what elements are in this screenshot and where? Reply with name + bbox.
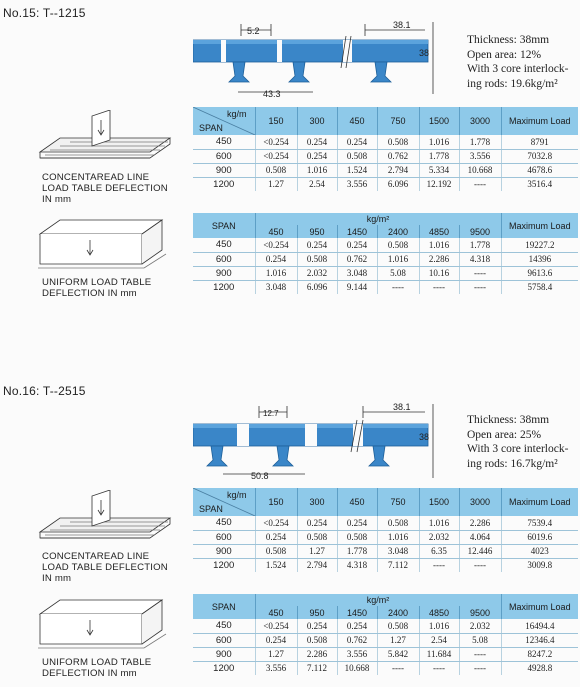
deflection-cell: 3.556	[337, 177, 377, 191]
span-cell: 600	[193, 149, 255, 163]
max-load-header: Maximum Load	[501, 107, 578, 135]
span-cell: 600	[193, 530, 255, 544]
max-load-cell: 3009.8	[527, 560, 553, 571]
deflection-cell: 1.27	[377, 633, 419, 647]
deflection-cell: 2.54	[419, 633, 459, 647]
table-row	[193, 177, 578, 191]
deflection-cell: 10.668	[337, 661, 377, 675]
deflection-cell: 0.508	[377, 135, 419, 149]
deflection-cell: ----	[377, 661, 419, 675]
span-cell: 900	[193, 544, 255, 558]
section-title: No.16: T--2515	[3, 384, 86, 398]
deflection-cell: 5.842	[377, 647, 419, 661]
deflection-cell: 10.668	[459, 163, 501, 177]
spec-rods: With 3 core interlock-	[467, 63, 569, 75]
table-row	[193, 661, 578, 675]
deflection-cell: 0.508	[377, 238, 419, 252]
table-row	[193, 252, 578, 266]
col-header: 450	[337, 107, 377, 135]
deflection-cell: 1.016	[419, 238, 459, 252]
deflection-cell: 0.254	[297, 516, 337, 530]
unit-header: kg/m²	[255, 594, 501, 606]
deflection-cell: ----	[459, 558, 501, 572]
span-header: kg/m SPAN	[193, 107, 255, 135]
deflection-cell: 1.524	[337, 163, 377, 177]
col-header: 1450	[337, 225, 377, 238]
deflection-cell: 0.254	[337, 516, 377, 530]
col-header: 150	[255, 107, 297, 135]
deflection-cell: 2.032	[459, 619, 501, 633]
deflection-cell: 12.192	[419, 177, 459, 191]
spec-block	[467, 413, 568, 471]
line-load-illustration	[30, 490, 175, 555]
deflection-cell: 0.508	[297, 252, 337, 266]
spec-open-area: Open area: 25%	[467, 428, 542, 441]
spec-open-area: Open area: 12%	[467, 48, 542, 61]
deflection-cell: <0.254	[255, 619, 297, 633]
max-load-cell: 3516.4	[527, 179, 553, 190]
deflection-cell: 3.048	[337, 266, 377, 280]
deflection-cell: 1.016	[377, 530, 419, 544]
deflection-cell: 0.762	[377, 149, 419, 163]
col-header: 4850	[419, 606, 459, 619]
spec-thickness: Thickness: 38mm	[467, 34, 550, 46]
span-cell: 900	[193, 266, 255, 280]
deflection-cell: 0.254	[255, 633, 297, 647]
deflection-cell: 1.778	[459, 135, 501, 149]
deflection-cell: 0.254	[337, 238, 377, 252]
col-header: 1500	[419, 488, 459, 516]
span-header: kg/m SPAN	[193, 488, 255, 516]
top-dimension: 5.2	[247, 26, 260, 36]
deflection-cell: 3.556	[255, 661, 297, 675]
deflection-cell: <0.254	[255, 135, 297, 149]
deflection-cell: 0.508	[297, 530, 337, 544]
max-load-header: Maximum Load	[501, 488, 578, 516]
col-header: 2400	[377, 606, 419, 619]
deflection-cell: 2.54	[297, 177, 337, 191]
deflection-cell: 9.144	[337, 280, 377, 294]
max-load-cell: 9613.6	[501, 266, 578, 280]
right-dimension: 38.1	[393, 402, 411, 412]
deflection-cell: 5.08	[377, 266, 419, 280]
table-row	[193, 530, 578, 544]
uniform-load-caption: UNIFORM LOAD TABLE DEFLECTION IN mm	[42, 277, 152, 299]
deflection-cell: 1.016	[419, 619, 459, 633]
side-dimension: 38	[419, 48, 430, 58]
deflection-cell: 1.27	[297, 544, 337, 558]
deflection-cell: 2.794	[377, 163, 419, 177]
span-cell: 1200	[193, 558, 255, 572]
max-load-cell: 6019.6	[501, 530, 578, 544]
grating-profile	[193, 18, 438, 98]
table-row	[193, 633, 578, 647]
col-header: 450	[255, 606, 297, 619]
max-load-header: Maximum Load	[501, 594, 578, 619]
span-cell: 600	[193, 252, 255, 266]
deflection-cell: 0.508	[255, 544, 297, 558]
deflection-cell: 1.016	[377, 252, 419, 266]
max-load-cell: 8247.2	[501, 647, 578, 661]
deflection-cell: 1.778	[459, 238, 501, 252]
spec-thickness: Thickness: 38mm	[467, 414, 550, 426]
deflection-cell: 12.446	[459, 544, 501, 558]
max-load-cell: 8791	[501, 135, 578, 149]
max-load-cell: 7032.8	[501, 149, 578, 163]
unit-header: kg/m²	[255, 213, 501, 225]
deflection-cell: 7.112	[377, 558, 419, 572]
span-cell: 1200	[193, 661, 255, 675]
deflection-cell: 0.508	[377, 619, 419, 633]
max-load-cell: 7539.4	[501, 516, 578, 530]
deflection-cell: 0.254	[297, 135, 337, 149]
table-row	[193, 238, 578, 252]
deflection-cell: 1.778	[419, 149, 459, 163]
deflection-cell: 1.016	[419, 135, 459, 149]
uniform-load-caption: UNIFORM LOAD TABLE DEFLECTION IN mm	[42, 657, 152, 679]
col-header: 2400	[377, 225, 419, 238]
deflection-cell: 0.508	[297, 633, 337, 647]
section-title: No.15: T--1215	[3, 6, 86, 20]
span-cell: 450	[193, 516, 255, 530]
spec-rods: With 3 core interlock-	[467, 443, 569, 455]
deflection-cell: 4.318	[459, 252, 501, 266]
span-header: SPAN	[193, 213, 255, 238]
deflection-cell: 7.112	[297, 661, 337, 675]
span-cell: 900	[193, 163, 255, 177]
deflection-cell: 6.096	[377, 177, 419, 191]
deflection-cell: 0.508	[377, 516, 419, 530]
deflection-cell: 11.684	[419, 647, 459, 661]
bottom-dimension: 43.3	[263, 89, 281, 98]
deflection-cell: 1.524	[255, 558, 297, 572]
table-row	[193, 558, 578, 572]
deflection-cell: 1.27	[255, 647, 297, 661]
line-load-caption: CONCENTAREAD LINE LOAD TABLE DEFLECTION IN mm	[42, 551, 168, 584]
span-header: SPAN	[193, 594, 255, 619]
max-load-cell: 19227.2	[501, 238, 578, 252]
deflection-cell: 2.286	[419, 252, 459, 266]
line-load-table	[193, 107, 578, 191]
max-load-cell: 5758.4	[527, 282, 553, 293]
deflection-cell: 6.096	[297, 280, 337, 294]
spec-weight: ing rods: 19.6kg/m²	[467, 77, 558, 90]
deflection-cell: 2.286	[459, 516, 501, 530]
deflection-cell: ----	[459, 177, 501, 191]
deflection-cell: 3.556	[337, 647, 377, 661]
deflection-cell: 0.254	[255, 530, 297, 544]
table-row	[193, 135, 578, 149]
deflection-cell: 4.318	[337, 558, 377, 572]
deflection-cell: 0.254	[297, 238, 337, 252]
col-header: 3000	[459, 107, 501, 135]
col-header: 450	[255, 225, 297, 238]
deflection-cell: <0.254	[255, 149, 297, 163]
deflection-cell: 4.064	[459, 530, 501, 544]
deflection-cell: ----	[459, 266, 501, 280]
col-header: 3000	[459, 488, 501, 516]
col-header: 9500	[459, 225, 501, 238]
span-cell: 450	[193, 238, 255, 252]
uniform-load-table	[193, 594, 578, 675]
deflection-cell: 0.508	[337, 530, 377, 544]
deflection-cell: 1.778	[337, 544, 377, 558]
deflection-cell: 0.762	[337, 633, 377, 647]
table-row	[193, 266, 578, 280]
deflection-cell: 1.016	[297, 163, 337, 177]
table-row	[193, 516, 578, 530]
max-load-cell: 4928.8	[527, 663, 553, 674]
deflection-cell: 0.508	[255, 163, 297, 177]
spec-weight: ing rods: 16.7kg/m²	[467, 457, 558, 470]
col-header: 1500	[419, 107, 459, 135]
line-load-caption: CONCENTAREAD LINE LOAD TABLE DEFLECTION IN mm	[42, 172, 168, 205]
right-dimension: 38.1	[393, 20, 411, 30]
deflection-cell: 1.016	[255, 266, 297, 280]
uniform-load-table	[193, 213, 578, 294]
deflection-cell: ----	[419, 280, 459, 294]
span-cell: 450	[193, 619, 255, 633]
deflection-cell: <0.254	[255, 516, 297, 530]
deflection-cell: 0.254	[337, 619, 377, 633]
spec-block	[467, 33, 568, 91]
table-row	[193, 544, 578, 558]
table-row	[193, 149, 578, 163]
deflection-cell: 3.556	[459, 149, 501, 163]
deflection-cell: ----	[419, 661, 459, 675]
max-load-cell: 12346.4	[501, 633, 578, 647]
deflection-cell: 2.794	[297, 558, 337, 572]
max-load-cell: 16494.4	[501, 619, 578, 633]
span-cell: 1200	[193, 280, 255, 294]
table-row	[193, 280, 578, 294]
max-load-cell: 4678.6	[501, 163, 578, 177]
bottom-dimension: 50.8	[251, 471, 269, 480]
span-cell: 900	[193, 647, 255, 661]
deflection-cell: 3.048	[255, 280, 297, 294]
col-header: 4850	[419, 225, 459, 238]
deflection-cell: 0.254	[337, 135, 377, 149]
table-row	[193, 619, 578, 633]
col-header: 300	[297, 107, 337, 135]
col-header: 9500	[459, 606, 501, 619]
side-dimension: 38	[419, 432, 430, 442]
span-cell: 600	[193, 633, 255, 647]
deflection-cell: ----	[459, 280, 501, 294]
deflection-cell: 6.35	[419, 544, 459, 558]
uniform-load-illustration	[30, 216, 175, 281]
uniform-load-illustration	[30, 596, 175, 661]
top-dimension: 12.7	[263, 409, 279, 418]
span-cell: 1200	[193, 177, 255, 191]
deflection-cell: 0.254	[297, 619, 337, 633]
col-header: 150	[255, 488, 297, 516]
deflection-cell: 1.27	[255, 177, 297, 191]
table-row	[193, 163, 578, 177]
deflection-cell: 2.032	[297, 266, 337, 280]
deflection-cell: ----	[459, 661, 501, 675]
col-header: 1450	[337, 606, 377, 619]
deflection-cell: 2.032	[419, 530, 459, 544]
deflection-cell: 0.762	[337, 252, 377, 266]
max-load-cell: 14396	[501, 252, 578, 266]
deflection-cell: ----	[377, 280, 419, 294]
deflection-cell: 1.016	[419, 516, 459, 530]
deflection-cell: ----	[419, 558, 459, 572]
line-load-table	[193, 488, 578, 572]
col-header: 300	[297, 488, 337, 516]
deflection-cell: 0.254	[255, 252, 297, 266]
deflection-cell: ----	[459, 647, 501, 661]
deflection-cell: 0.254	[297, 149, 337, 163]
col-header: 450	[337, 488, 377, 516]
deflection-cell: 10.16	[419, 266, 459, 280]
max-load-header: Maximum Load	[501, 213, 578, 238]
deflection-cell: 5.08	[459, 633, 501, 647]
deflection-cell: 3.048	[377, 544, 419, 558]
col-header: 750	[377, 107, 419, 135]
table-row	[193, 647, 578, 661]
deflection-cell: 5.334	[419, 163, 459, 177]
col-header: 950	[297, 225, 337, 238]
span-cell: 450	[193, 135, 255, 149]
deflection-cell: 0.508	[337, 149, 377, 163]
deflection-cell: <0.254	[255, 238, 297, 252]
col-header: 950	[297, 606, 337, 619]
max-load-cell: 4023	[501, 544, 578, 558]
deflection-cell: 2.286	[297, 647, 337, 661]
col-header: 750	[377, 488, 419, 516]
grating-profile	[193, 398, 438, 480]
line-load-illustration	[30, 110, 175, 175]
